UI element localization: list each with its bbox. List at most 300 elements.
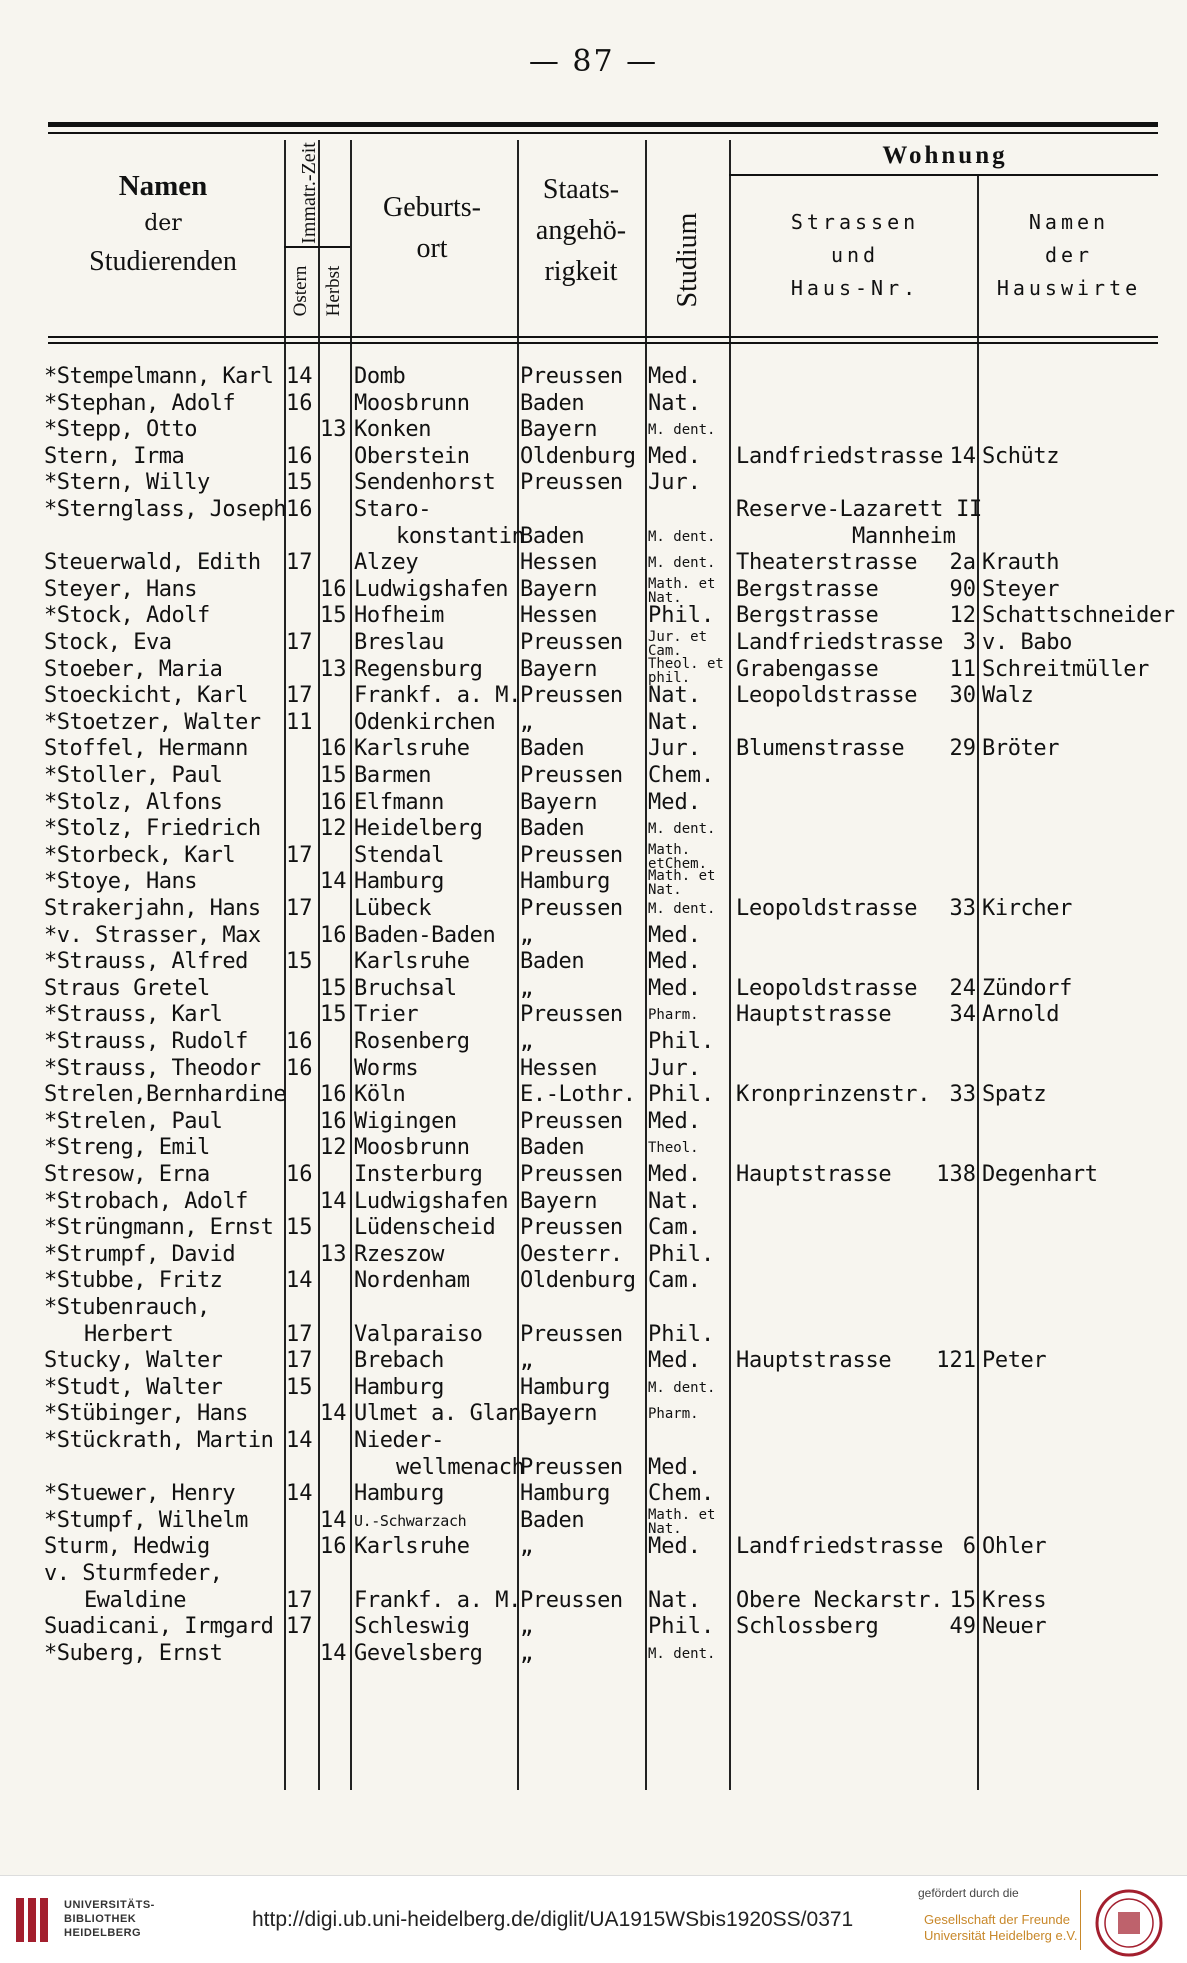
table-row <box>0 1080 1187 1110</box>
row-geburtsort: Insterburg <box>354 1162 483 1187</box>
row-strasse: Schlossberg <box>736 1614 879 1640</box>
row-hausnr: 6 <box>962 1534 976 1560</box>
row-strasse: Kronprinzenstr. <box>736 1082 931 1108</box>
row-studium: Phil. <box>648 1082 715 1108</box>
row-ostern: 15 <box>286 470 313 496</box>
row-staat: Bayern <box>520 576 598 602</box>
row-studium: Math. et Nat. <box>648 1506 716 1537</box>
row-geburtsort: Baden-Baden <box>354 922 496 948</box>
row-strasse: Obere Neckarstr. <box>736 1587 944 1613</box>
row-staat: „ <box>520 1029 533 1054</box>
row-geburtsort: wellmenach <box>396 1454 525 1480</box>
row-hausnr: 29 <box>949 736 976 762</box>
row-herbst: 13 <box>320 656 347 682</box>
row-staat: Preussen <box>520 1454 623 1480</box>
row-geburtsort: Karlsruhe <box>354 736 470 762</box>
row-name: Stoeber, Maria <box>44 656 223 682</box>
row-geburtsort: Lüdenscheid <box>354 1215 496 1241</box>
row-name: Herbert <box>84 1321 174 1347</box>
row-ostern: 17 <box>286 1321 313 1347</box>
row-geburtsort: Domb <box>354 364 406 389</box>
row-geburtsort: Wigingen <box>354 1108 457 1134</box>
row-herbst: 12 <box>320 816 347 842</box>
row-strasse: Bergstrasse <box>736 576 879 602</box>
sponsor-name <box>924 1912 1077 1944</box>
table-row <box>0 974 1187 1004</box>
row-name: *Stolz, Alfons <box>44 789 223 815</box>
row-staat: Preussen <box>520 1108 623 1134</box>
row-staat: „ <box>520 1614 533 1640</box>
row-name: *Studt, Walter <box>44 1374 223 1400</box>
library-name-3: HEIDELBERG <box>64 1927 142 1939</box>
header-staatsangehoerigkeit <box>516 172 646 289</box>
row-geburtsort: Frankf. a. M. <box>354 1587 521 1613</box>
row-strasse: Bergstrasse <box>736 603 879 629</box>
table-row <box>0 628 1187 658</box>
row-geburtsort: Lübeck <box>354 896 432 921</box>
row-studium: Phil. <box>648 1241 715 1267</box>
row-studium: Med. <box>648 922 701 948</box>
row-hauswirt: Spatz <box>982 1082 1047 1108</box>
row-hausnr: 121 <box>936 1348 976 1374</box>
row-name: *Strauss, Theodor <box>44 1055 261 1081</box>
row-name: Stoeckicht, Karl <box>44 683 248 709</box>
row-staat: Bayern <box>520 1401 598 1427</box>
row-herbst: 13 <box>320 417 347 443</box>
row-hausnr: 33 <box>949 896 976 921</box>
row-name: *Stephan, Adolf <box>44 390 236 416</box>
row-studium: M. dent. <box>648 1379 716 1396</box>
row-staat: Hamburg <box>520 1374 610 1400</box>
row-studium: Med. <box>648 364 701 389</box>
row-staat: Baden <box>520 949 585 975</box>
row-staat: Preussen <box>520 1587 623 1613</box>
row-staat: Preussen <box>520 1002 623 1028</box>
row-herbst: 14 <box>320 1188 347 1214</box>
row-strasse: Leopoldstrasse <box>736 975 918 1001</box>
row-hauswirt: Walz <box>982 683 1034 709</box>
table-row <box>0 1399 1187 1429</box>
row-geburtsort: Köln <box>354 1082 406 1108</box>
row-strasse: Grabengasse <box>736 656 879 682</box>
row-name: *Stuewer, Henry <box>44 1481 236 1507</box>
row-name: *Stock, Adolf <box>44 603 210 629</box>
row-studium: Med. <box>648 975 701 1001</box>
row-geburtsort: Sendenhorst <box>354 470 496 496</box>
library-name <box>64 1898 155 1940</box>
row-studium: Phil. <box>648 603 715 629</box>
row-ostern: 15 <box>286 949 313 975</box>
header-namen <box>48 168 278 279</box>
row-ostern: 17 <box>286 842 313 868</box>
row-herbst: 14 <box>320 869 347 895</box>
row-studium: Jur. <box>648 470 701 496</box>
table-row <box>0 415 1187 445</box>
row-geburtsort: Konken <box>354 417 432 443</box>
row-staat: Preussen <box>520 1215 623 1241</box>
row-name: *Strauss, Karl <box>44 1002 223 1028</box>
university-seal-icon <box>1094 1888 1164 1958</box>
table-row <box>0 1453 1187 1483</box>
row-staat: Preussen <box>520 1162 623 1187</box>
row-studium: Med. <box>648 1534 701 1560</box>
row-hausnr: 11 <box>949 656 976 682</box>
row-studium: Cam. <box>648 1215 701 1241</box>
row-herbst: 12 <box>320 1135 347 1161</box>
row-name: *Strobach, Adolf <box>44 1188 248 1214</box>
row-geburtsort: Bruchsal <box>354 975 457 1001</box>
row-hauswirt: Schütz <box>982 443 1060 469</box>
table-row <box>0 894 1187 924</box>
row-hauswirt: Neuer <box>982 1614 1047 1640</box>
row-staat: Bayern <box>520 1188 598 1214</box>
row-name: v. Sturmfeder, <box>44 1561 223 1586</box>
row-staat: „ <box>520 1534 533 1560</box>
header-studierenden: Studierenden <box>89 245 237 277</box>
header-immatr-zeit: Immatr.-Zeit <box>298 142 320 244</box>
row-herbst: 13 <box>320 1241 347 1267</box>
row-hausnr: 33 <box>949 1082 976 1108</box>
table-row <box>0 1373 1187 1403</box>
row-studium: Med. <box>648 443 701 469</box>
row-geburtsort: Frankf. a. M. <box>354 683 521 709</box>
row-ostern: 16 <box>286 1055 313 1081</box>
header-geburtsort-1: Geburts- <box>383 192 481 223</box>
row-name: Sturm, Hedwig <box>44 1534 210 1560</box>
row-herbst: 16 <box>320 1082 347 1108</box>
row-ostern: 17 <box>286 1614 313 1640</box>
row-hauswirt: Schreitmüller <box>982 656 1149 682</box>
row-studium: Pharm. <box>648 1406 699 1423</box>
table-row <box>0 947 1187 977</box>
row-geburtsort: Staro- <box>354 497 432 522</box>
row-hauswirt: Peter <box>982 1348 1047 1374</box>
row-studium: Math. et Nat. <box>648 868 716 899</box>
row-ostern: 16 <box>286 1162 313 1187</box>
table-row <box>0 1027 1187 1057</box>
row-hauswirt: Krauth <box>982 550 1060 576</box>
table-row <box>0 1240 1187 1270</box>
row-name: Stoffel, Hermann <box>44 736 248 762</box>
row-strasse: Mannheim <box>852 523 956 549</box>
row-geburtsort: Ludwigshafen <box>354 1188 509 1214</box>
table-row <box>0 1532 1187 1562</box>
row-staat: Preussen <box>520 364 623 389</box>
row-studium: Math. et Nat. <box>648 575 716 606</box>
row-geburtsort: Moosbrunn <box>354 1135 470 1161</box>
row-studium: Theol. <box>648 1140 699 1157</box>
row-staat: Baden <box>520 736 585 762</box>
row-name: Stucky, Walter <box>44 1348 223 1374</box>
row-name: *Strumpf, David <box>44 1241 236 1267</box>
row-geburtsort: Ulmet a. Glan <box>354 1401 521 1427</box>
table-row <box>0 1266 1187 1296</box>
row-herbst: 16 <box>320 576 347 602</box>
row-ostern: 15 <box>286 1215 313 1241</box>
row-studium: Chem. <box>648 763 715 788</box>
row-geburtsort: Trier <box>354 1002 419 1028</box>
row-studium: Cam. <box>648 1268 701 1294</box>
row-geburtsort: Hamburg <box>354 1374 444 1400</box>
row-geburtsort: Elfmann <box>354 789 444 815</box>
row-studium: Med. <box>648 1454 701 1480</box>
row-name: *Streng, Emil <box>44 1135 210 1161</box>
row-ostern: 16 <box>286 497 313 522</box>
row-name: Suadicani, Irmgard <box>44 1614 274 1640</box>
row-ostern: 17 <box>286 896 313 921</box>
sponsor-note: gefördert durch die <box>918 1886 1019 1900</box>
sponsor-name-2: Universität Heidelberg e.V. <box>924 1928 1078 1943</box>
row-hausnr: 24 <box>949 975 976 1001</box>
row-herbst: 15 <box>320 1002 347 1028</box>
top-rule-thick <box>48 122 1158 127</box>
header-bottom-rule-1 <box>48 336 1158 338</box>
row-ostern: 11 <box>286 709 313 735</box>
table-row <box>0 761 1187 791</box>
table-row <box>0 1107 1187 1137</box>
row-staat: Preussen <box>520 470 623 496</box>
table-row <box>0 522 1187 552</box>
row-name: Steuerwald, Edith <box>44 550 261 576</box>
row-ostern: 17 <box>286 1587 313 1613</box>
row-staat: Preussen <box>520 1321 623 1347</box>
row-geburtsort: Breslau <box>354 630 444 655</box>
row-staat: „ <box>520 975 533 1001</box>
table-row <box>0 468 1187 498</box>
footer-url-link[interactable]: http://digi.ub.uni-heidelberg.de/diglit/UA1915WSbis1920SS/0371 <box>252 1908 854 1931</box>
row-staat: Hessen <box>520 603 598 629</box>
row-hausnr: 49 <box>949 1614 976 1640</box>
row-staat: Bayern <box>520 789 598 815</box>
table-row <box>0 841 1187 871</box>
header-wirte-1: Namen <box>1028 210 1110 234</box>
row-hauswirt: Degenhart <box>982 1162 1098 1187</box>
row-studium: Med. <box>648 789 701 815</box>
row-staat: „ <box>520 1640 533 1666</box>
row-studium: Theol. et phil. <box>648 655 724 686</box>
row-hausnr: 3 <box>962 630 976 655</box>
row-geburtsort: Worms <box>354 1055 419 1081</box>
row-name: *Stern, Willy <box>44 470 210 496</box>
row-staat: Hamburg <box>520 869 610 895</box>
row-strasse: Blumenstrasse <box>736 736 905 762</box>
row-staat: Bayern <box>520 656 598 682</box>
row-studium: Nat. <box>648 683 701 709</box>
table-row <box>0 655 1187 685</box>
row-geburtsort: Hamburg <box>354 1481 444 1507</box>
row-geburtsort: Oberstein <box>354 443 470 469</box>
row-hausnr: 34 <box>949 1002 976 1028</box>
row-studium: M. dent. <box>648 528 716 545</box>
table-row <box>0 548 1187 578</box>
header-ostern: Ostern <box>290 265 311 317</box>
row-name: Stresow, Erna <box>44 1162 210 1187</box>
row-geburtsort: Nieder- <box>354 1428 444 1453</box>
row-name: *Strelen, Paul <box>44 1108 223 1134</box>
row-studium: Pharm. <box>648 1007 699 1024</box>
row-hauswirt: Ohler <box>982 1534 1047 1560</box>
sponsor-name-1: Gesellschaft der Freunde <box>924 1912 1070 1927</box>
table-row <box>0 389 1187 419</box>
row-studium: Med. <box>648 1108 701 1134</box>
row-staat: Hessen <box>520 550 598 576</box>
row-hauswirt: Kircher <box>982 896 1072 921</box>
row-hauswirt: v. Babo <box>982 630 1072 655</box>
row-ostern: 16 <box>286 1029 313 1054</box>
table-row <box>0 788 1187 818</box>
header-herbst: Herbst <box>323 265 344 317</box>
row-staat: Preussen <box>520 630 623 655</box>
row-geburtsort: Hofheim <box>354 603 444 629</box>
row-ostern: 14 <box>286 364 313 389</box>
row-ostern: 14 <box>286 1428 313 1453</box>
header-hauswirte <box>980 206 1158 305</box>
row-name: *Stubbe, Fritz <box>44 1268 223 1294</box>
table-row <box>0 1506 1187 1536</box>
row-geburtsort: Brebach <box>354 1348 444 1374</box>
row-ostern: 17 <box>286 683 313 709</box>
row-staat: „ <box>520 709 533 735</box>
row-studium: Chem. <box>648 1481 715 1507</box>
row-ostern: 17 <box>286 550 313 576</box>
row-studium: Nat. <box>648 390 701 416</box>
row-staat: Oesterr. <box>520 1241 623 1267</box>
row-name: Stock, Eva <box>44 630 172 655</box>
table-row <box>0 1213 1187 1243</box>
row-geburtsort: Ludwigshafen <box>354 576 509 602</box>
row-staat: Oldenburg <box>520 1268 636 1294</box>
table-row <box>0 1133 1187 1163</box>
row-strasse: Hauptstrasse <box>736 1002 892 1028</box>
header-wirte-2: der <box>1044 243 1094 267</box>
row-ostern: 14 <box>286 1481 313 1507</box>
row-herbst: 15 <box>320 603 347 629</box>
row-staat: „ <box>520 1348 533 1374</box>
row-name: *Stubenrauch, <box>44 1295 210 1320</box>
row-staat: Baden <box>520 1135 585 1161</box>
header-wohnung: Wohnung <box>882 142 1008 169</box>
row-hauswirt: Zündorf <box>982 975 1072 1001</box>
row-geburtsort: Karlsruhe <box>354 1534 470 1560</box>
row-name: *Stempelmann, Karl <box>44 364 274 389</box>
header-strassen-3: Haus-Nr. <box>790 276 920 300</box>
row-name: *Suberg, Ernst <box>44 1640 223 1666</box>
table-row <box>0 442 1187 472</box>
wohnung-rule <box>729 174 1158 176</box>
row-hausnr: 2a <box>949 550 976 576</box>
row-geburtsort: Regensburg <box>354 656 483 682</box>
header-strassen-2: und <box>830 243 880 267</box>
table-row <box>0 1426 1187 1456</box>
row-name: *Stumpf, Wilhelm <box>44 1507 248 1533</box>
row-geburtsort: Rzeszow <box>354 1241 444 1267</box>
row-studium: M. dent. <box>648 901 716 917</box>
row-name: *Strauss, Alfred <box>44 949 248 975</box>
row-hauswirt: Bröter <box>982 736 1060 762</box>
row-name: Steyer, Hans <box>44 576 197 602</box>
row-studium: Phil. <box>648 1321 715 1347</box>
header-namen-title: Namen <box>118 170 208 202</box>
row-studium: Med. <box>648 1348 701 1374</box>
row-name: *Stolz, Friedrich <box>44 816 261 842</box>
row-name: Strelen,Bernhardine <box>44 1082 287 1108</box>
table-row <box>0 1346 1187 1376</box>
row-staat: E.-Lothr. <box>520 1082 636 1108</box>
table-row <box>0 1160 1187 1190</box>
header-geburtsort <box>348 190 516 266</box>
row-studium: M. dent. <box>648 422 716 439</box>
row-studium: M. dent. <box>648 1645 716 1662</box>
row-name: Straus Gretel <box>44 975 210 1001</box>
header-strassen <box>730 206 980 305</box>
row-studium: Jur. <box>648 1055 701 1081</box>
row-studium: Phil. <box>648 1029 715 1054</box>
table-row <box>0 921 1187 951</box>
header-strassen-1: Strassen <box>790 210 920 234</box>
row-strasse: Theaterstrasse <box>736 550 918 576</box>
row-staat: Bayern <box>520 417 598 443</box>
library-name-2: BIBLIOTHEK <box>64 1913 137 1925</box>
table-row <box>0 1054 1187 1084</box>
row-staat: „ <box>520 922 533 948</box>
row-herbst: 14 <box>320 1640 347 1666</box>
page-number: — 87 — <box>528 44 659 79</box>
row-name: *Stoller, Paul <box>44 763 223 788</box>
row-studium: Jur. et Cam. <box>648 629 708 659</box>
row-geburtsort: Karlsruhe <box>354 949 470 975</box>
row-strasse: Landfriedstrasse <box>736 1534 944 1560</box>
row-studium: Jur. <box>648 736 701 762</box>
header-geburtsort-2: ort <box>416 233 448 264</box>
row-staat: Hessen <box>520 1055 598 1081</box>
row-name: *Stübinger, Hans <box>44 1401 248 1427</box>
library-name-1: UNIVERSITÄTS- <box>64 1899 155 1911</box>
table-row <box>0 1187 1187 1217</box>
row-name: *Sternglass, Joseph <box>44 497 287 522</box>
row-strasse: Hauptstrasse <box>736 1348 892 1374</box>
row-herbst: 16 <box>320 1108 347 1134</box>
table-row <box>0 1559 1187 1589</box>
row-geburtsort: Moosbrunn <box>354 390 470 416</box>
header-bottom-rule-2 <box>48 342 1158 344</box>
row-herbst: 16 <box>320 922 347 948</box>
row-geburtsort: Alzey <box>354 550 419 576</box>
row-hauswirt: Schattschneider <box>982 603 1175 629</box>
row-herbst: 16 <box>320 1534 347 1560</box>
footer-divider <box>1080 1890 1081 1950</box>
row-studium: Med. <box>648 949 701 975</box>
row-staat: Baden <box>520 1507 585 1533</box>
header-studium: Studium <box>672 212 703 308</box>
header-staats-3: rigkeit <box>544 256 618 287</box>
row-herbst: 14 <box>320 1507 347 1533</box>
row-strasse: Hauptstrasse <box>736 1162 892 1187</box>
row-studium: Nat. <box>648 709 701 735</box>
table-row <box>0 734 1187 764</box>
table-row <box>0 362 1187 392</box>
row-hausnr: 90 <box>949 576 976 602</box>
row-staat: Preussen <box>520 763 623 788</box>
row-geburtsort: Valparaiso <box>354 1321 483 1347</box>
row-geburtsort: Gevelsberg <box>354 1640 483 1666</box>
row-strasse: Reserve-Lazarett II <box>736 497 982 522</box>
row-geburtsort: Rosenberg <box>354 1029 470 1054</box>
row-staat: Oldenburg <box>520 443 636 469</box>
row-herbst: 14 <box>320 1401 347 1427</box>
footer-bar <box>0 1875 1187 1963</box>
row-geburtsort: U.-Schwarzach <box>354 1511 467 1530</box>
row-staat: Preussen <box>520 683 623 709</box>
